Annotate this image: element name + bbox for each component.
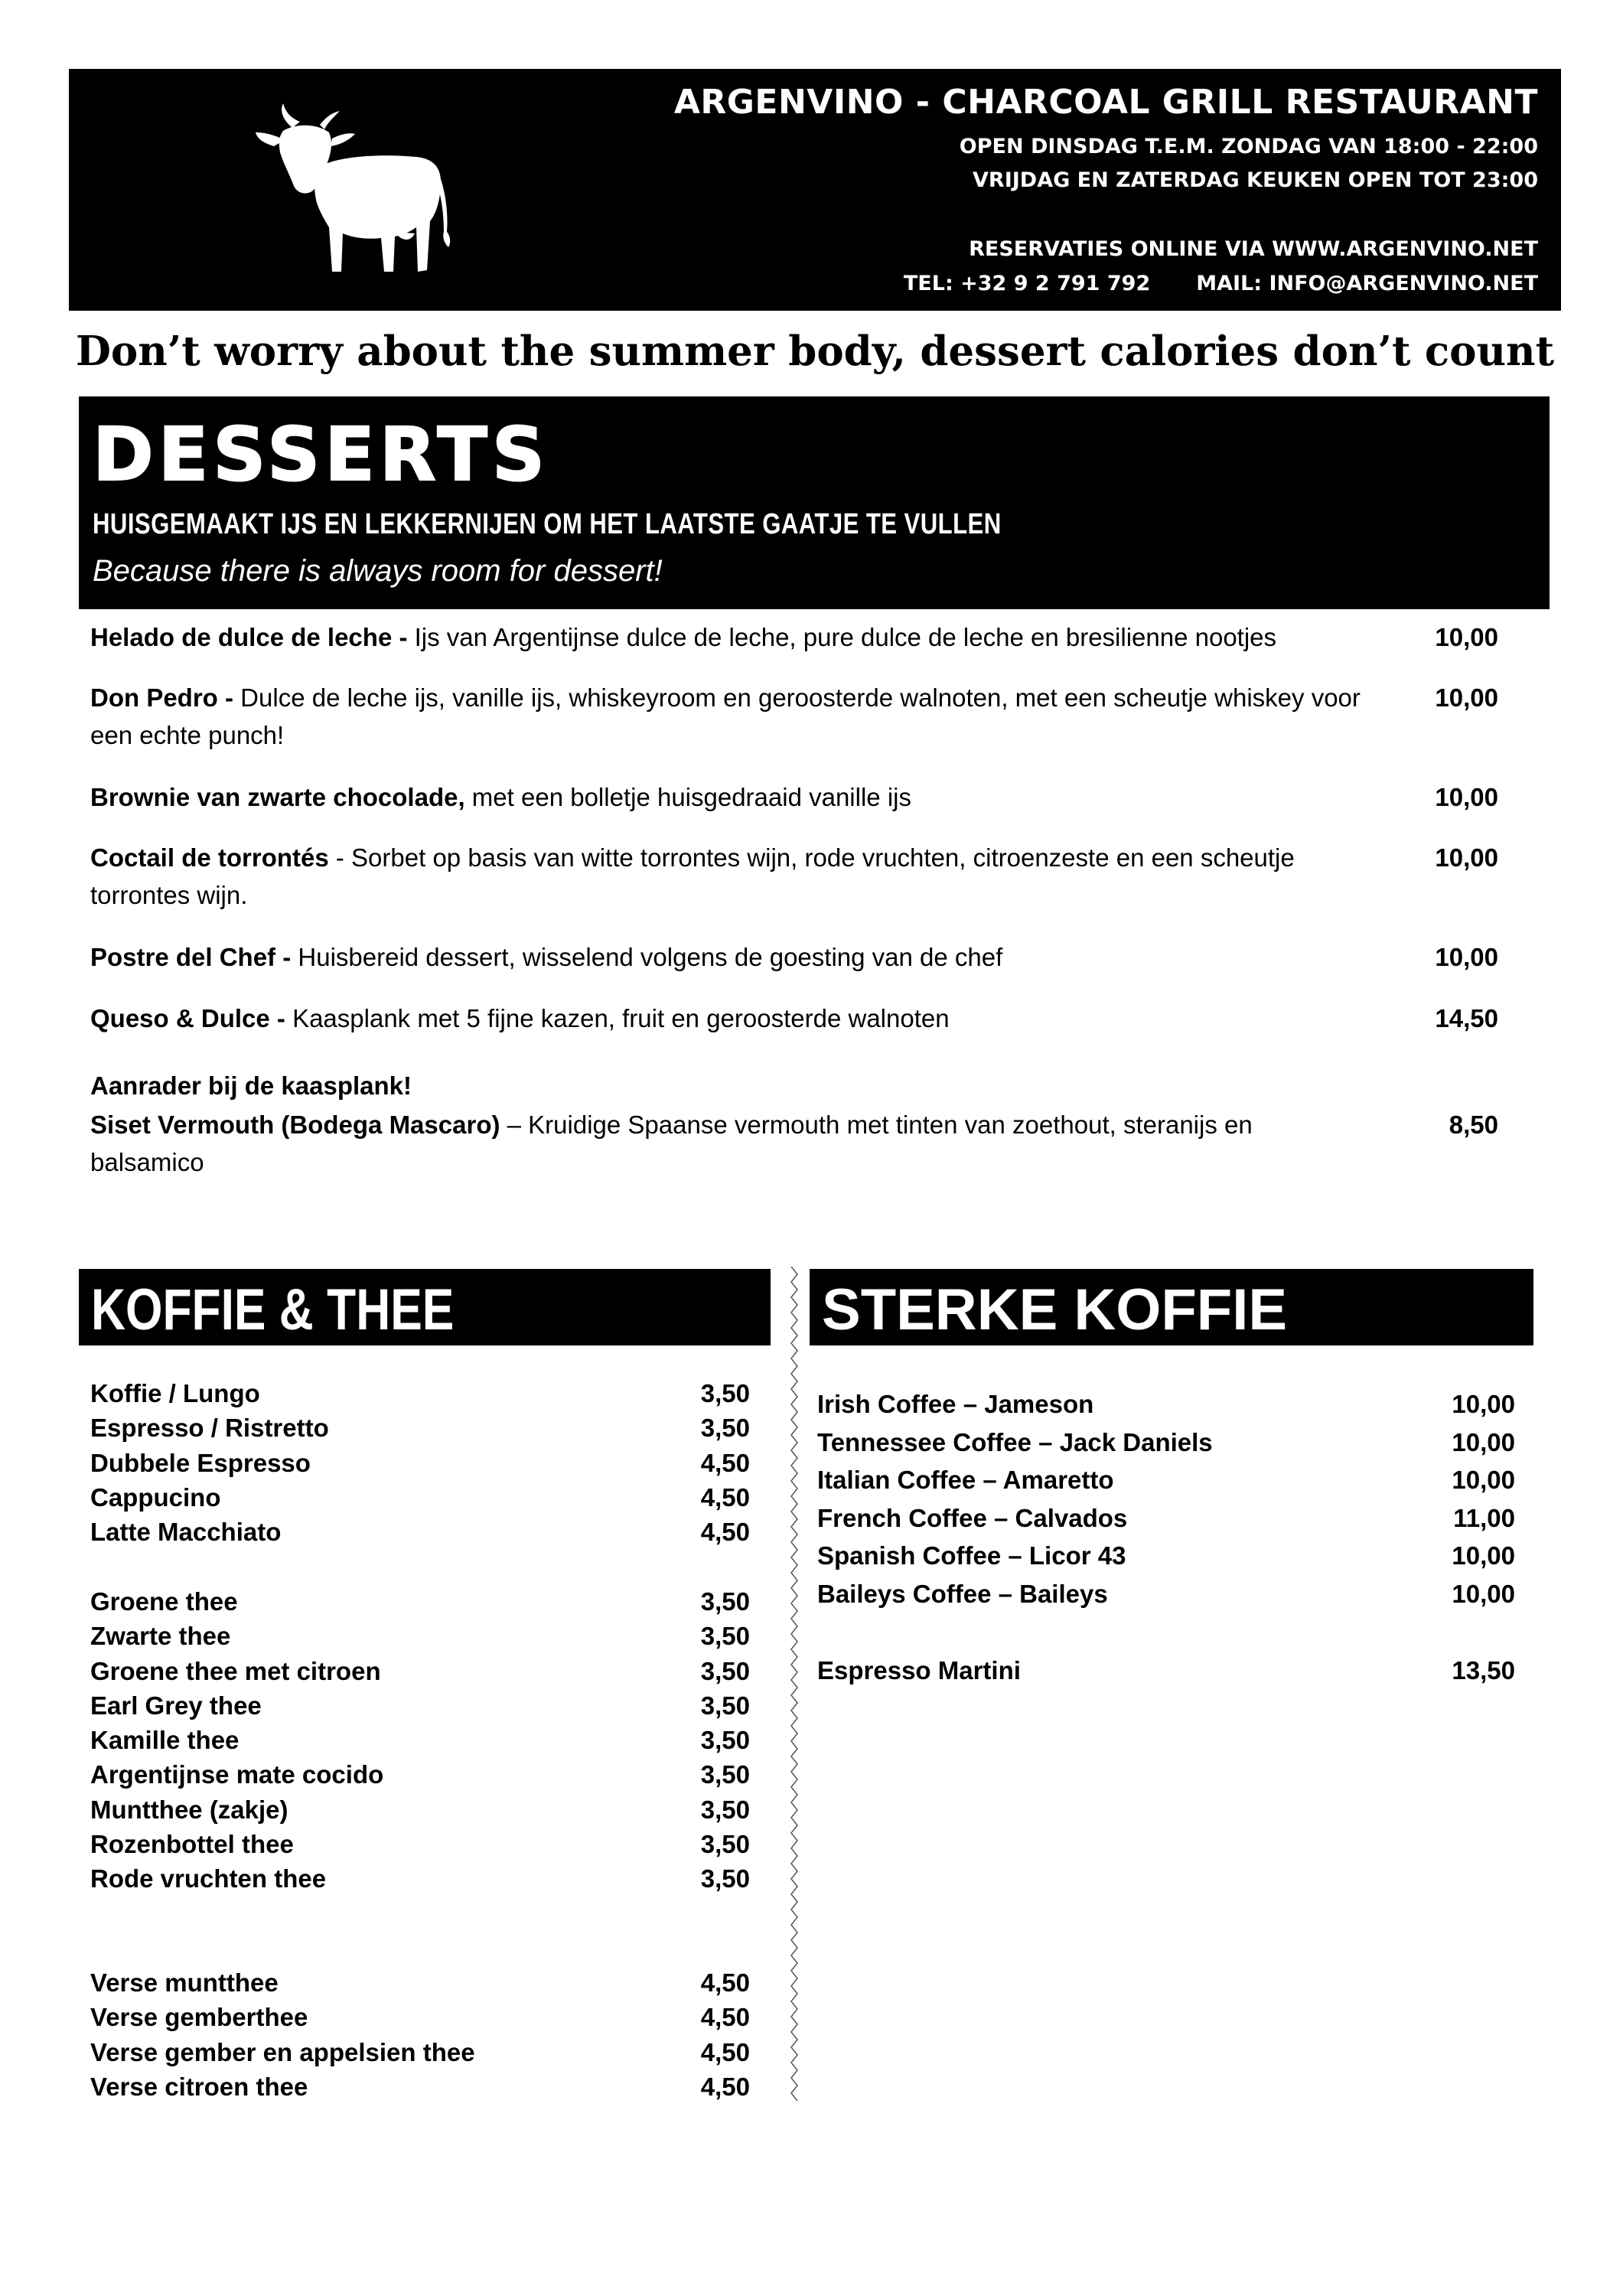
recommendation-item (90, 1106, 1506, 1181)
item-name: Spanish Coffee – Licor 43 (817, 1541, 1126, 1570)
opening-hours-line-1: OPEN DINSDAG T.E.M. ZONDAG VAN 18:00 - 22:00 (959, 135, 1538, 158)
item-price: 3,50 (700, 1691, 750, 1720)
dessert-price: 10,00 (1435, 843, 1498, 872)
dessert-price: 10,00 (1435, 943, 1498, 971)
item-price: 10,00 (1452, 1390, 1515, 1418)
espresso-martini-list (817, 1652, 1515, 1690)
list-item (90, 2000, 750, 2034)
recommendation-name: Siset Vermouth (Bodega Mascaro) (90, 1110, 500, 1139)
item-name: Kamille thee (90, 1726, 240, 1755)
contact-line (904, 272, 1538, 295)
list-item (90, 2069, 750, 2104)
desserts-tagline: Because there is always room for dessert! (93, 554, 663, 588)
list-item (90, 1619, 750, 1653)
item-price: 3,50 (700, 1379, 750, 1407)
tagline: Don’t worry about the summer body, dessert calories don’t count (75, 328, 1555, 375)
sterke-koffie-banner (810, 1269, 1533, 1345)
desserts-title: DESSERTS (93, 412, 550, 497)
thee-list (90, 1584, 750, 1896)
sterke-koffie-list (817, 1385, 1515, 1613)
item-name: Rode vruchten thee (90, 1864, 327, 1893)
item-name: Verse muntthee (90, 1968, 279, 1997)
list-item (90, 1965, 750, 2000)
list-item (817, 1575, 1515, 1613)
sterke-koffie-title: STERKE KOFFIE (822, 1277, 1288, 1342)
list-item (90, 1757, 750, 1792)
item-name: Zwarte thee (90, 1622, 231, 1651)
item-price: 4,50 (700, 1482, 750, 1512)
dessert-name: Queso & Dulce - (90, 1004, 293, 1032)
cow-icon (253, 97, 451, 281)
item-price: 3,50 (700, 1656, 750, 1685)
list-item (817, 1537, 1515, 1575)
item-name: Cappucino (90, 1482, 221, 1512)
item-price: 3,50 (700, 1726, 750, 1755)
list-item (90, 1584, 750, 1619)
dessert-price: 10,00 (1435, 623, 1498, 651)
dessert-description: Ijs van Argentijnse dulce de leche, pure dulce de leche en bresilienne nootjes (414, 623, 1277, 651)
item-price: 10,00 (1452, 1427, 1515, 1456)
list-item (90, 1827, 750, 1861)
list-item (90, 1446, 750, 1480)
dessert-price: 14,50 (1435, 1004, 1498, 1032)
item-price: 3,50 (700, 1622, 750, 1651)
restaurant-title: ARGENVINO - CHARCOAL GRILL RESTAURANT (673, 83, 1538, 122)
item-name: Irish Coffee – Jameson (817, 1390, 1094, 1418)
list-item (817, 1652, 1515, 1690)
dessert-name: Brownie van zwarte chocolade, (90, 783, 465, 811)
item-price: 3,50 (700, 1864, 750, 1893)
list-item (90, 1861, 750, 1896)
item-price: 4,50 (700, 2003, 750, 2032)
item-name: Italian Coffee – Amaretto (817, 1466, 1114, 1495)
item-price: 10,00 (1452, 1579, 1515, 1608)
item-price: 3,50 (700, 1830, 750, 1859)
item-price: 3,50 (700, 1760, 750, 1789)
mail-address: MAIL: INFO@ARGENVINO.NET (1196, 272, 1538, 295)
dessert-description: Dulce de leche ijs, vanille ijs, whiskeyroom en geroosterde walnoten, met een scheutje whiskey voor een echte punch! (90, 683, 1361, 749)
item-price: 4,50 (700, 1448, 750, 1477)
dessert-price: 10,00 (1435, 783, 1498, 811)
item-name: Rozenbottel thee (90, 1830, 294, 1859)
dessert-description: met een bolletje huisgedraaid vanille ijs (464, 783, 911, 811)
dessert-name: Helado de dulce de leche - (90, 623, 415, 651)
item-name: Espresso / Ristretto (90, 1414, 329, 1443)
list-item (817, 1461, 1515, 1499)
item-name: Earl Grey thee (90, 1691, 262, 1720)
dessert-name: Postre del Chef - (90, 943, 298, 971)
header-banner (69, 69, 1561, 311)
item-price: 4,50 (700, 1968, 750, 1997)
item-name: Latte Macchiato (90, 1518, 282, 1547)
item-name: Verse gemberthee (90, 2003, 308, 2032)
koffie-list (90, 1376, 750, 1549)
recommendation-price: 8,50 (1449, 1110, 1498, 1139)
verse-thee-list (90, 1965, 750, 2104)
item-price: 4,50 (700, 2037, 750, 2066)
item-price: 11,00 (1453, 1503, 1515, 1532)
list-item (817, 1424, 1515, 1462)
item-price: 3,50 (700, 1795, 750, 1824)
desserts-banner (79, 396, 1550, 609)
list-item (90, 1654, 750, 1688)
item-name: Argentijnse mate cocido (90, 1760, 384, 1789)
item-price: 4,50 (700, 2072, 750, 2101)
item-name: Groene thee (90, 1587, 238, 1616)
dessert-price: 10,00 (1435, 683, 1498, 712)
list-item (90, 1723, 750, 1757)
item-name: Dubbele Espresso (90, 1448, 311, 1477)
dessert-item (90, 679, 1506, 754)
list-item (817, 1499, 1515, 1538)
dessert-description: - Sorbet op basis van witte torrontes wijn, rode vruchten, citroenzeste en een scheutje torrontes wijn. (90, 843, 1295, 909)
list-item (90, 2035, 750, 2069)
zigzag-divider (788, 1267, 800, 2101)
dessert-item (90, 839, 1506, 914)
opening-hours-line-2: VRIJDAG EN ZATERDAG KEUKEN OPEN TOT 23:00 (973, 168, 1538, 192)
list-item (90, 1688, 750, 1723)
item-price: 4,50 (700, 1518, 750, 1547)
list-item (90, 1480, 750, 1515)
list-item (90, 1792, 750, 1827)
dessert-item (90, 1000, 1506, 1037)
dessert-name: Coctail de torrontés (90, 843, 329, 872)
item-price: 13,50 (1452, 1656, 1515, 1684)
dessert-name: Don Pedro - (90, 683, 241, 712)
dessert-item (90, 778, 1506, 816)
item-price: 10,00 (1452, 1466, 1515, 1495)
item-name: Groene thee met citroen (90, 1656, 381, 1685)
item-name: Verse citroen thee (90, 2072, 308, 2101)
list-item (90, 1515, 750, 1549)
item-name: Espresso Martini (817, 1656, 1021, 1684)
koffie-thee-title: KOFFIE & THEE (91, 1277, 455, 1342)
item-name: Tennessee Coffee – Jack Daniels (817, 1427, 1213, 1456)
recommendation-description: – Kruidige Spaanse vermouth met tinten van zoethout, steranijs en balsamico (90, 1110, 1253, 1176)
recommendation-heading: Aanrader bij de kaasplank! (90, 1071, 412, 1100)
list-item (90, 1376, 750, 1411)
list-item (90, 1411, 750, 1445)
item-name: Muntthee (zakje) (90, 1795, 288, 1824)
list-item (817, 1385, 1515, 1424)
phone-number: TEL: +32 9 2 791 792 (903, 272, 1151, 295)
item-price: 3,50 (700, 1414, 750, 1443)
item-price: 10,00 (1452, 1541, 1515, 1570)
dessert-description: Huisbereid dessert, wisselend volgens de goesting van de chef (298, 943, 1003, 971)
item-name: Koffie / Lungo (90, 1379, 260, 1407)
koffie-thee-banner (79, 1269, 771, 1345)
dessert-item (90, 938, 1506, 976)
dessert-description: Kaasplank met 5 fijne kazen, fruit en geroosterde walnoten (292, 1004, 950, 1032)
item-name: French Coffee – Calvados (817, 1503, 1128, 1532)
item-name: Verse gember en appelsien thee (90, 2037, 475, 2066)
item-price: 3,50 (700, 1587, 750, 1616)
desserts-subtitle: HUISGEMAAKT IJS EN LEKKERNIJEN OM HET LAATSTE GAATJE TE VULLEN (93, 508, 1002, 540)
item-name: Baileys Coffee – Baileys (817, 1579, 1108, 1608)
reservations-line: RESERVATIES ONLINE VIA WWW.ARGENVINO.NET (969, 237, 1538, 261)
dessert-item (90, 618, 1506, 656)
